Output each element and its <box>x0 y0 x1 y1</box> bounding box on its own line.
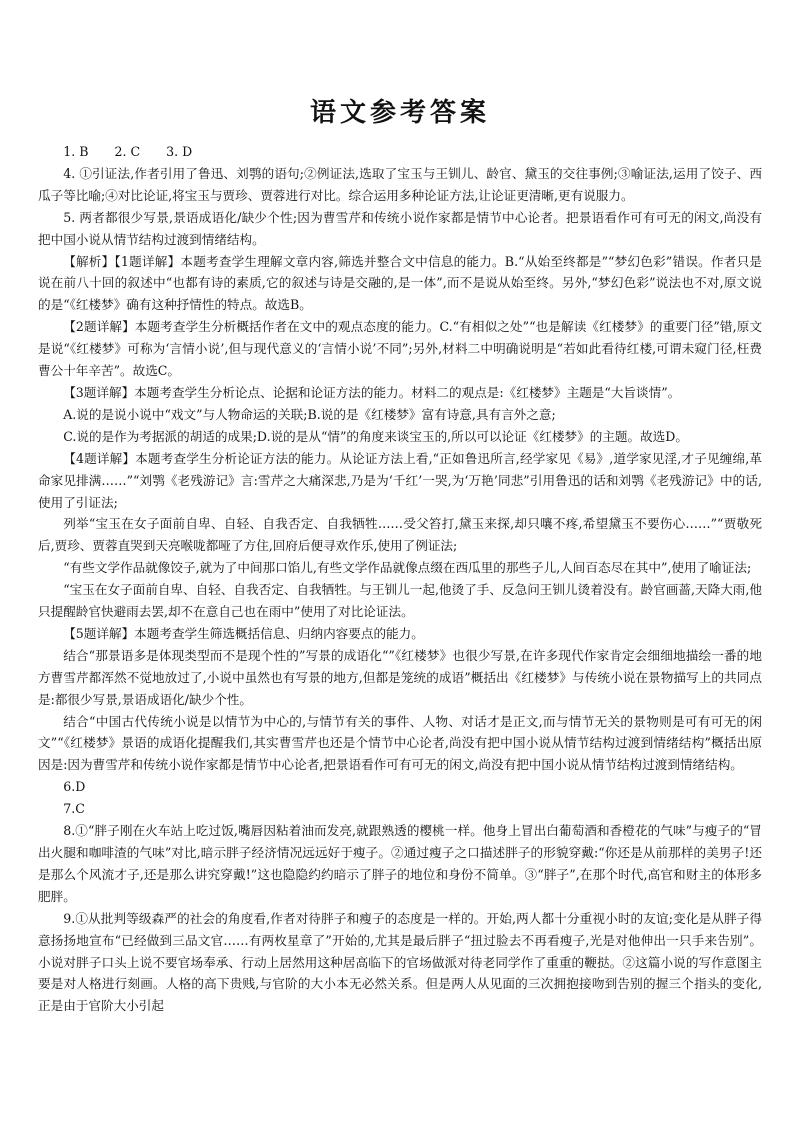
paragraph: 【3题详解】本题考查学生分析论点、论据和论证方法的能力。材料二的观点是:《红楼梦》主题是“大旨谈情”。 <box>63 384 681 400</box>
paragraph: 9.①从批判等级森严的社会的角度看,作者对待胖子和瘦子的态度是一样的。开始,两人都十分重视小时的友谊;变化是从胖子得意扬扬地宣布“已经做到三品文官……有两枚星章了”开始的,尤其是最后胖子“扭过脸去不再看瘦子,光是对他伸出一只手来告别”。小说对胖子口头上说不要官场奉承、行动上居然用这种居高临下的官场做派对待老同学作了重重的鞭挞。②这篇小说的写作意图主要是对人格进行刻画。人格的高下贵贱,与官阶的大小本无必然关系。但是两人从见面的三次拥抱接吻到告别的握三个指头的变化,正是由于官阶大小引起 <box>38 910 762 1014</box>
answer-2: 2. C <box>114 144 141 159</box>
page-title: 语文参考答案 <box>309 98 490 128</box>
document-body <box>38 141 762 1017</box>
answer-1: 1. B <box>63 144 89 159</box>
answer-row-1-3 <box>38 141 762 163</box>
paragraph: C.说的是作为考据派的胡适的成果;D.说的是从“情”的角度来谈宝玉的,所以可以论证《红楼梦》的主题。故选D。 <box>63 428 688 444</box>
paragraph: 6.D <box>63 779 86 795</box>
paragraph: 【解析】【1题详解】本题考查学生理解文章内容,筛选并整合文中信息的能力。B.“从始至终都是”“梦幻色彩”错误。作者只是说在前八十回的叙述中“也都有诗的素质,它的叙述与诗是交融的,是一体”,而不是说从始至终。另外,“梦幻色彩”说法也不对,原文说的是“《红楼梦》确有这种抒情性的特点。故选B。 <box>38 253 762 313</box>
paragraph: “有些文学作品就像饺子,就为了中间那口馅儿,有些文学作品就像点缀在西瓜里的那些子儿,人间百态尽在其中”,使用了喻证法; <box>63 560 752 576</box>
paragraph: 结合“那景语多是体现类型而不是现个性的”写景的成语化“”《红楼梦》也很少写景,在许多现代作家肯定会细细地描绘一番的地方曹雪芹都浑然不觉地放过了,小说中虽然也有写景的地方,但都是笼统的成语”概括出《红楼梦》与传统小说在景物描写上的共同点是:都很少写景,景语成语化/缺少个性。 <box>38 647 762 707</box>
paragraph: 4. ①引证法,作者引用了鲁迅、刘鹗的语句;②例证法,选取了宝玉与王钏儿、龄官、黛玉的交往事例;③喻证法,运用了饺子、西瓜子等比喻;④对比论证,将宝玉与贾珍、贾蓉进行对比。综合运用多种论证方法,让论证更清晰,更有说服力。 <box>38 165 762 203</box>
paragraph: 【2题详解】本题考查学生分析概括作者在文中的观点态度的能力。C.“有相似之处”“也是解读《红楼梦》的重要门径”错,原文是说“《红楼梦》可称为‘言情小说’,但与现代意义的‘言情小说’不同”;另外,材料二中明确说明是“若如此看待红楼,可谓未窥门径,枉费曹公十年辛苦”。故选C。 <box>38 319 762 379</box>
paragraph: 7.C <box>63 801 85 817</box>
paragraph: 8.①“胖子刚在火车站上吃过饭,嘴唇因粘着油而发亮,就跟熟透的樱桃一样。他身上冒出白葡萄酒和香橙花的气味”与瘦子的“冒出火腿和咖啡渣的气味”对比,暗示胖子经济情况远远好于瘦子。②通过瘦子之口描述胖子的形貌穿戴:“你还是从前那样的美男子!还是那么个风流才子,还是那么讲究穿戴!”这也隐隐约约暗示了胖子的地位和身份不简单。③“胖子”,在那个时代,高官和财主的体形多肥胖。 <box>38 823 762 904</box>
paragraph: 5. 两者都很少写景,景语成语化/缺少个性;因为曹雪芹和传统小说作家都是情节中心论者。把景语看作可有可无的闲文,尚没有把中国小说从情节结构过渡到情绪结构。 <box>38 209 762 247</box>
paragraph: 列举“宝玉在女子面前自卑、自轻、自我否定、自我牺牲……受父笞打,黛玉来探,却只嚷不疼,希望黛玉不要伤心……”“贾敬死后,贾珍、贾蓉直哭到天亮喉咙都哑了方住,回府后便寻欢作乐,使用了例证法; <box>38 516 762 554</box>
paragraph: 结合“中国古代传统小说是以情节为中心的,与情节有关的事件、人物、对话才是正文,而与情节无关的景物则是可有可无的闲文”“《红楼梦》景语的成语化提醒我们,其实曹雪芹也还是个情节中心论者,尚没有把中国小说从情节结构过渡到情绪结构”概括出原因是:因为曹雪芹和传统小说作家都是情节中心论者,把景语看作可有可无的闲文,尚没有把中国小说从情节结构过渡到情绪结构。 <box>38 713 762 773</box>
paragraph: 【5题详解】本题考查学生筛选概括信息、归纳内容要点的能力。 <box>63 625 424 641</box>
paragraph: 【4题详解】本题考查学生分析论证方法的能力。从论证方法上看,“正如鲁迅所言,经学家见《易》,道学家见淫,才子见缠绵,革命家见排满……”“刘鹗《老残游记》言:雪芹之大痛深悲,乃是为‘千红’一哭,为‘万艳’同悲”引用鲁迅的话和刘鹗《老残游记》中的话,使用了引证法; <box>38 450 762 510</box>
paragraph: “宝玉在女子面前自卑、自轻、自我否定、自我牺牲。与王钏儿一起,他烫了手、反急问王钏儿烫着没有。龄官画蔷,天降大雨,他只提醒龄官快避雨去罢,却不在意自己也在雨中”使用了对比论证法。 <box>38 582 762 620</box>
answer-3: 3. D <box>166 144 193 159</box>
paragraph: A.说的是说小说中“戏文”与人物命运的关联;B.说的是《红楼梦》富有诗意,具有言外之意; <box>63 406 556 422</box>
